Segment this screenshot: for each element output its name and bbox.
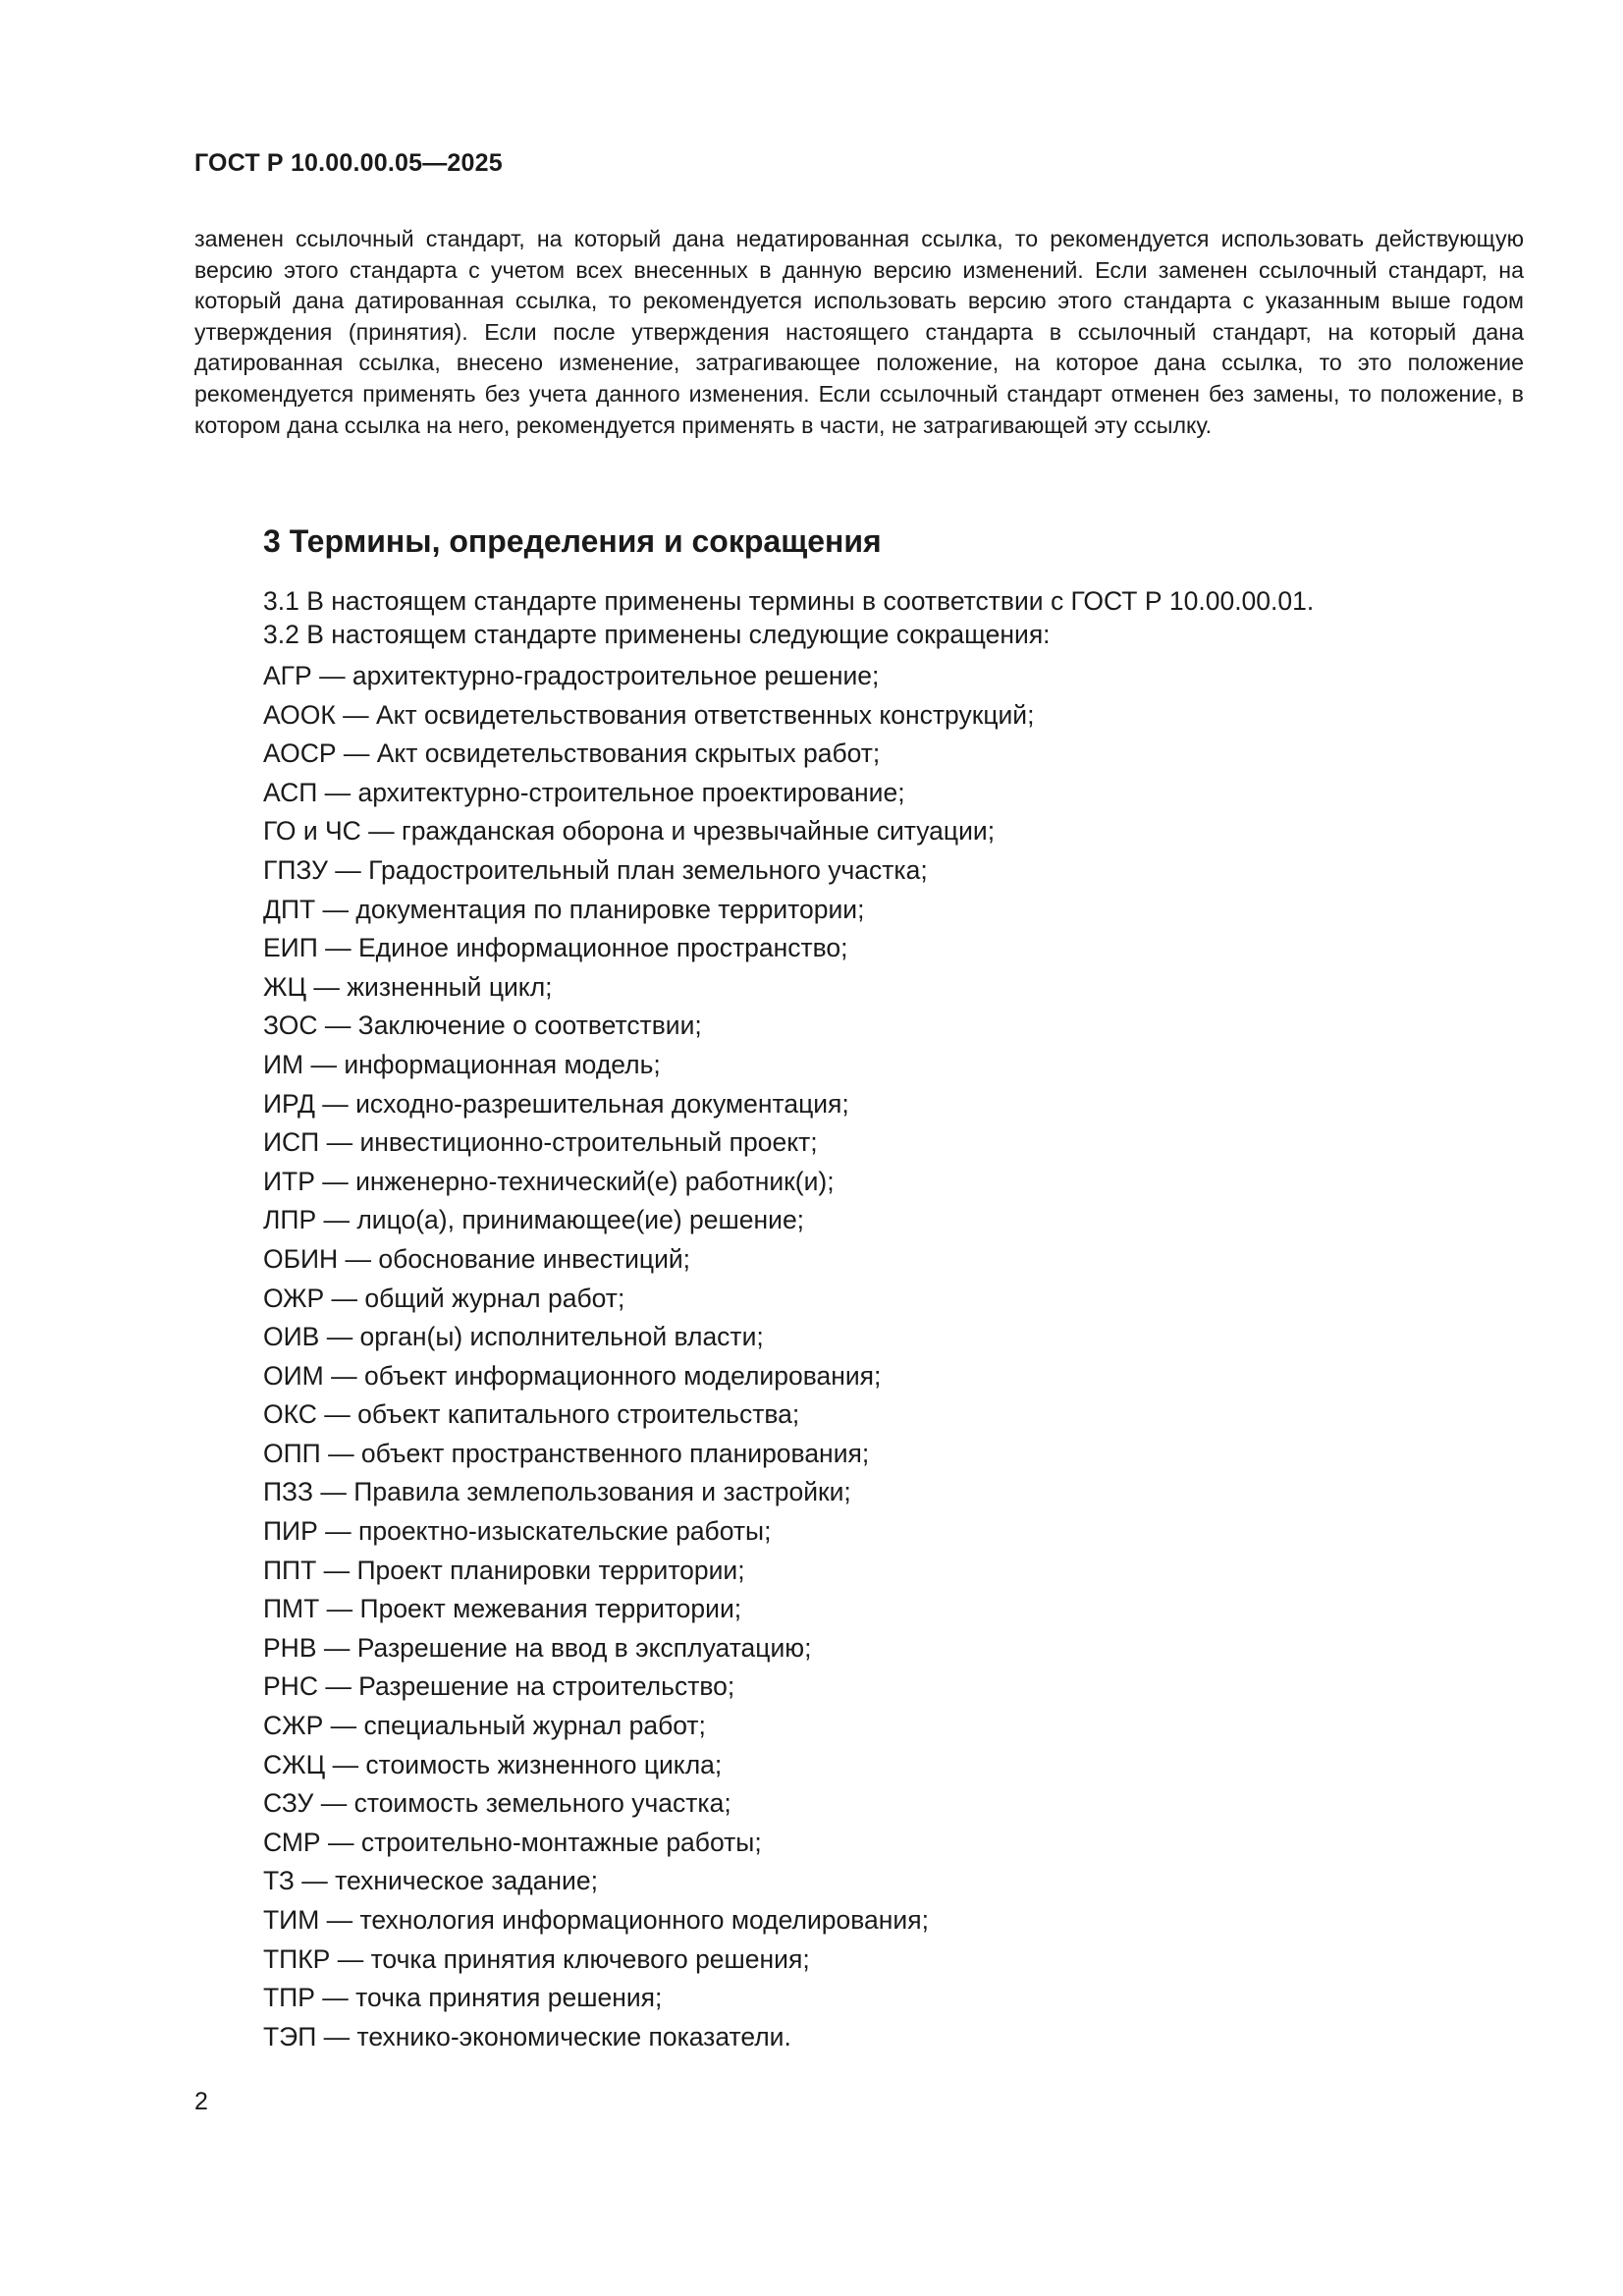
abbreviation-item: СЖР — специальный журнал работ;	[263, 1711, 706, 1741]
abbreviation-item: ИРД — исходно-разрешительная документация;	[263, 1088, 849, 1119]
abbreviation-item: ТЭП — технико-экономические показатели.	[263, 2021, 791, 2051]
abbreviation-item: ЛПР — лицо(а), принимающее(ие) решение;	[263, 1205, 805, 1235]
abbreviation-item: АСП — архитектурно-строительное проектирование;	[263, 777, 905, 807]
document-code-header: ГОСТ Р 10.00.00.05—2025	[194, 149, 503, 177]
abbreviation-item: ЕИП — Единое информационное пространство;	[263, 933, 848, 963]
abbreviation-item: ИТР — инженерно-технический(е) работник(и);	[263, 1166, 835, 1196]
abbreviation-item: АООК — Акт освидетельствования ответственных конструкций;	[263, 699, 1035, 730]
abbreviation-item: ОИВ — орган(ы) исполнительной власти;	[263, 1322, 764, 1352]
abbreviation-item: АГР — архитектурно-градостроительное решение;	[263, 661, 880, 690]
abbreviation-item: ПИР — проектно-изыскательские работы;	[263, 1516, 772, 1547]
abbreviation-item: РНС — Разрешение на строительство;	[263, 1671, 735, 1702]
abbreviation-item: ЗОС — Заключение о соответствии;	[263, 1011, 702, 1041]
abbreviation-item: СМР — строительно-монтажные работы;	[263, 1827, 762, 1857]
abbreviation-item: ТИМ — технология информационного моделирования;	[263, 1905, 929, 1935]
abbreviation-item: ПЗЗ — Правила землепользования и застройки;	[263, 1477, 851, 1507]
abbreviation-list	[263, 657, 1034, 2056]
abbreviation-item: ОЖР — общий журнал работ;	[263, 1283, 625, 1313]
abbreviation-item: АОСР — Акт освидетельствования скрытых работ;	[263, 738, 881, 769]
abbreviation-item: ТПР — точка принятия решения;	[263, 1983, 663, 2013]
intro-paragraph: заменен ссылочный стандарт, на который дана недатированная ссылка, то рекомендуется использовать действующую версию этого стандарта с учетом всех внесенных в данную версию изменений. Если заменен ссылочный стандарт, на который дана датированная ссылка, то рекомендуется использовать версию этого стандарта с указанным выше годом утверждения (принятия). Если после утверждения настоящего стандарта в ссылочный стандарт, на который дана датированная ссылка, внесено изменение, затрагивающее положение, на которое дана ссылка, то это положение рекомендуется применять без учета данного изменения. Если ссылочный стандарт отменен без замены, то положение, в котором дана ссылка на него, рекомендуется применять в части, не затрагивающей эту ссылку.	[194, 226, 1524, 438]
abbreviation-item: ТПКР — точка принятия ключевого решения;	[263, 1943, 810, 1974]
abbreviation-item: ИМ — информационная модель;	[263, 1049, 661, 1079]
abbreviation-item: ОКС — объект капитального строительства;	[263, 1399, 800, 1430]
abbreviation-item: СЗУ — стоимость земельного участка;	[263, 1788, 731, 1819]
abbreviation-item: ОБИН — обоснование инвестиций;	[263, 1243, 691, 1274]
abbreviation-item: ОИМ — объект информационного моделирования;	[263, 1360, 882, 1391]
abbreviation-item: СЖЦ — стоимость жизненного цикла;	[263, 1749, 723, 1779]
clause-3-2: 3.2 В настоящем стандарте применены следующие сокращения:	[263, 620, 1051, 649]
abbreviation-item: ТЗ — техническое задание;	[263, 1866, 598, 1896]
clause-3-1: 3.1 В настоящем стандарте применены термины в соответствии с ГОСТ Р 10.00.00.01.	[263, 586, 1315, 616]
abbreviation-item: РНВ — Разрешение на ввод в эксплуатацию;	[263, 1632, 812, 1663]
abbreviation-item: ОПП — объект пространственного планирования;	[263, 1438, 870, 1468]
abbreviation-item: ГПЗУ — Градостроительный план земельного участка;	[263, 854, 928, 885]
abbreviation-item: ПМТ — Проект межевания территории;	[263, 1594, 742, 1624]
abbreviation-item: ИСП — инвестиционно-строительный проект;	[263, 1127, 818, 1158]
section-title: 3 Термины, определения и сокращения	[263, 523, 882, 559]
abbreviation-item: ГО и ЧС — гражданская оборона и чрезвычайные ситуации;	[263, 816, 996, 847]
page-number: 2	[194, 2088, 208, 2115]
abbreviation-item: ППТ — Проект планировки территории;	[263, 1555, 745, 1585]
abbreviation-item: ДПТ — документация по планировке территории;	[263, 894, 865, 924]
abbreviation-item: ЖЦ — жизненный цикл;	[263, 971, 553, 1002]
